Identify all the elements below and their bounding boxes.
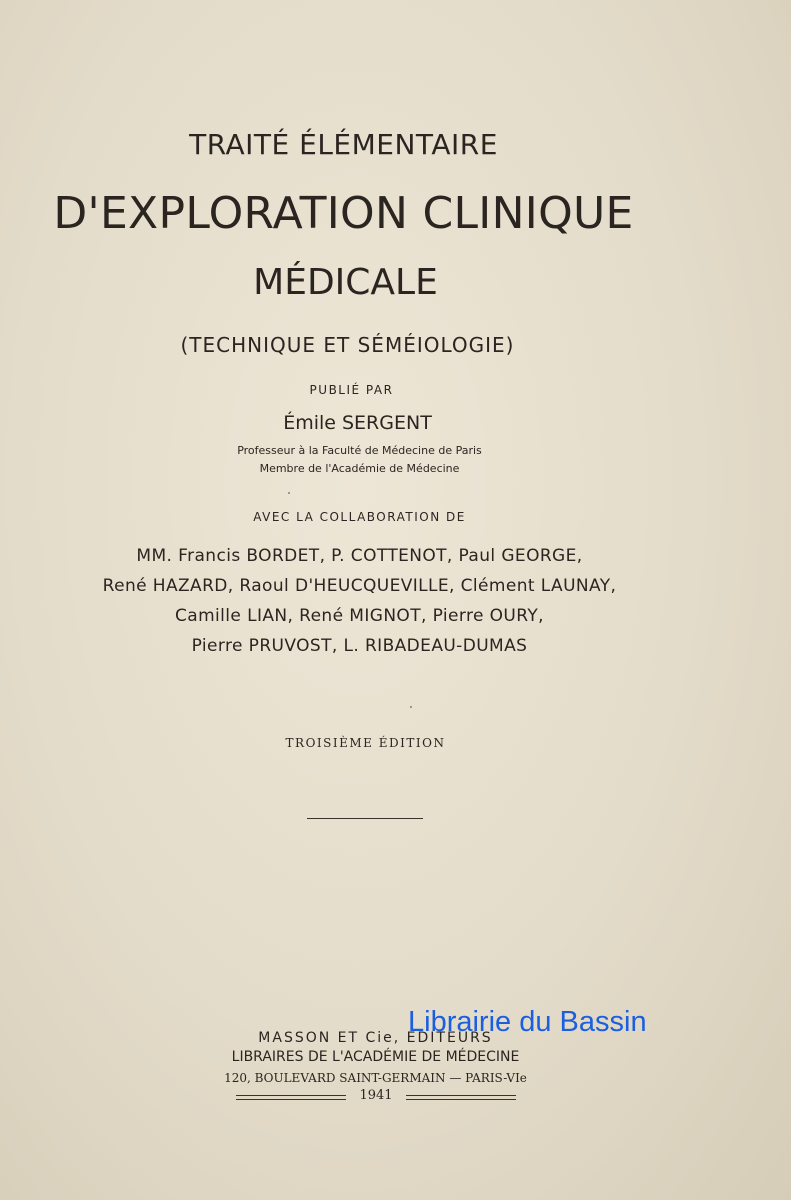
- collaborators-line-2: René HAZARD, Raoul D'HEUCQUEVILLE, Clément LAUNAY,: [102, 576, 617, 596]
- title-line-1: TRAITÉ ÉLÉMENTAIRE: [189, 128, 498, 161]
- subtitle: (TECHNIQUE ET SÉMÉIOLOGIE): [180, 333, 515, 357]
- author-role-2: Membre de l'Académie de Médecine: [259, 462, 460, 475]
- author-role-1: Professeur à la Faculté de Médecine de Paris: [237, 444, 482, 457]
- title-line-2: D'EXPLORATION CLINIQUE: [53, 188, 634, 239]
- paper-speck: [288, 492, 290, 494]
- collaborators-line-4: Pierre PRUVOST, L. RIBADEAU-DUMAS: [191, 636, 528, 656]
- published-by-label: PUBLIÉ PAR: [309, 383, 394, 397]
- collaborators-line-1: MM. Francis BORDET, P. COTTENOT, Paul GEORGE,: [136, 546, 583, 566]
- publisher-address: 120, BOULEVARD SAINT-GERMAIN — PARIS-VIe: [224, 1071, 527, 1085]
- collaborators-line-3: Camille LIAN, René MIGNOT, Pierre OURY,: [175, 606, 544, 626]
- publisher-line-2: LIBRAIRES DE L'ACADÉMIE DE MÉDECINE: [231, 1049, 520, 1065]
- year-row: [236, 1088, 516, 1108]
- watermark: Librairie du Bassin: [408, 1006, 647, 1038]
- collaboration-intro: AVEC LA COLLABORATION DE: [253, 510, 466, 524]
- author-name: Émile SERGENT: [283, 412, 432, 434]
- edition: TROISIÈME ÉDITION: [285, 736, 446, 750]
- paper-speck: [410, 706, 412, 708]
- publisher-name: MASSON ET Cie, ÉDITEURS: [258, 1030, 493, 1046]
- title-line-3: MÉDICALE: [253, 262, 438, 303]
- divider-rule: [307, 818, 423, 819]
- publication-year: 1941: [359, 1088, 393, 1103]
